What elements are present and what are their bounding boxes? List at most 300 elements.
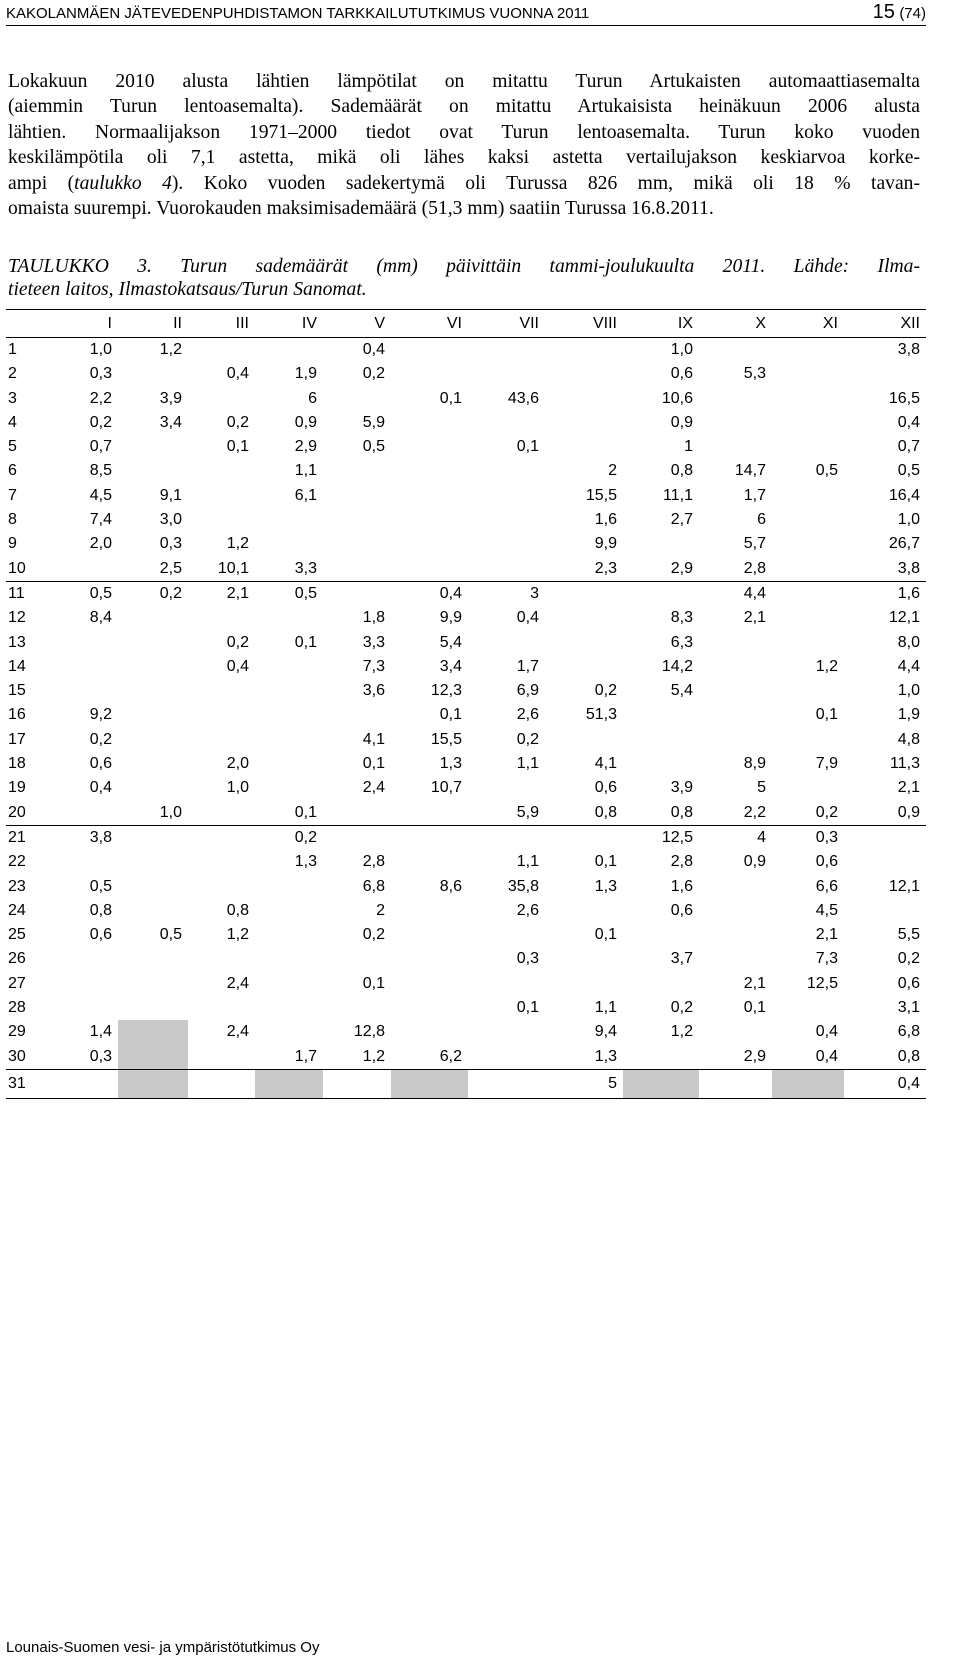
rainfall-cell: 0,1 xyxy=(255,801,323,826)
rainfall-cell: 0,5 xyxy=(362,438,385,456)
rainfall-cell xyxy=(545,728,623,752)
rainfall-cell xyxy=(772,484,844,508)
rainfall-cell: 3,3 xyxy=(255,557,323,582)
rainfall-cell: 1,2 xyxy=(362,1047,385,1065)
rainfall-cell: 0,4 xyxy=(897,413,920,431)
rainfall-cell: 2,4 xyxy=(226,974,249,992)
day-number-cell: 14 xyxy=(8,657,26,675)
rainfall-cell: 2,4 xyxy=(226,1023,249,1041)
rainfall-cell xyxy=(188,875,255,899)
rainfall-cell xyxy=(68,801,118,826)
rainfall-cell xyxy=(772,338,844,363)
column-header-jan: I xyxy=(68,310,118,338)
rainfall-cell: 1,8 xyxy=(362,609,385,627)
rainfall-cell: 0,4 xyxy=(844,1069,926,1098)
rainfall-cell xyxy=(68,1069,118,1098)
rainfall-cell: 7,3 xyxy=(362,657,385,675)
rainfall-cell xyxy=(772,728,844,752)
day-number-cell: 4 xyxy=(8,413,17,431)
rainfall-cell xyxy=(772,411,844,435)
rainfall-cell: 0,2 xyxy=(226,633,249,651)
rainfall-cell: 12,1 xyxy=(888,609,920,627)
rainfall-cell: 1,2 xyxy=(815,657,838,675)
rainfall-cell xyxy=(391,557,468,582)
table-row xyxy=(6,703,926,727)
rainfall-cell xyxy=(699,728,772,752)
rainfall-cell: 4,5 xyxy=(89,486,112,504)
rainfall-cell xyxy=(545,581,623,606)
rainfall-cell xyxy=(255,923,323,947)
rainfall-cell: 1,3 xyxy=(594,877,617,895)
rainfall-cell: 0,2 xyxy=(670,999,693,1017)
rainfall-cell: 8,6 xyxy=(439,877,462,895)
rainfall-cell: 0,9 xyxy=(743,853,766,871)
rainfall-cell xyxy=(188,825,255,850)
rainfall-cell: 0,2 xyxy=(159,584,182,602)
column-header-nov: XI xyxy=(772,310,844,338)
rainfall-cell xyxy=(323,1069,391,1098)
rainfall-cell: 0,4 xyxy=(89,779,112,797)
rainfall-cell xyxy=(118,703,188,727)
rainfall-cell xyxy=(772,679,844,703)
rainfall-cell: 11,3 xyxy=(890,755,920,773)
rainfall-cell: 5,4 xyxy=(439,633,462,651)
rainfall-cell xyxy=(188,508,255,532)
day-number-cell: 10 xyxy=(6,557,68,582)
rainfall-cell: 6 xyxy=(308,389,317,407)
table-row xyxy=(6,631,926,655)
table-row xyxy=(6,728,926,752)
rainfall-cell: 9,1 xyxy=(159,486,182,504)
rainfall-cell: 0,8 xyxy=(226,901,249,919)
rainfall-cell xyxy=(255,776,323,800)
day-number-cell: 16 xyxy=(8,706,26,724)
rainfall-cell xyxy=(699,411,772,435)
rainfall-cell: 2,6 xyxy=(516,706,539,724)
rainfall-cell: 5,4 xyxy=(670,682,693,700)
table-row xyxy=(6,532,926,556)
rainfall-cell xyxy=(468,362,545,386)
rainfall-cell: 11,1 xyxy=(663,486,693,504)
rainfall-cell: 0,1 xyxy=(294,633,317,651)
rainfall-cell: 9,2 xyxy=(89,706,112,724)
rainfall-cell: 2,1 xyxy=(743,974,766,992)
rainfall-cell: 0,6 xyxy=(594,779,617,797)
rainfall-cell: 6,3 xyxy=(670,633,693,651)
rainfall-cell: 3,4 xyxy=(159,413,182,431)
table-row xyxy=(6,923,926,947)
rainfall-cell xyxy=(391,532,468,556)
rainfall-cell xyxy=(545,972,623,996)
rainfall-cell xyxy=(699,1069,772,1098)
rainfall-cell xyxy=(545,411,623,435)
rainfall-cell: 0,2 xyxy=(89,730,112,748)
rainfall-cell xyxy=(255,703,323,727)
day-number-cell: 18 xyxy=(8,755,26,773)
table-row xyxy=(6,484,926,508)
page-number-current: 15 xyxy=(872,1,895,23)
rainfall-cell xyxy=(699,387,772,411)
rainfall-cell: 2 xyxy=(608,462,617,480)
rainfall-cell xyxy=(844,362,926,386)
rainfall-cell xyxy=(699,1020,772,1044)
rainfall-cell xyxy=(623,923,699,947)
body-text-fragment: ampi ( xyxy=(8,172,75,194)
column-header-feb: II xyxy=(118,310,188,338)
rainfall-cell xyxy=(844,825,926,850)
rainfall-cell xyxy=(118,655,188,679)
rainfall-cell xyxy=(545,387,623,411)
column-header-mar: III xyxy=(188,310,255,338)
day-number-cell: 29 xyxy=(8,1023,26,1041)
rainfall-cell: 10,1 xyxy=(188,557,255,582)
day-number-cell: 9 xyxy=(8,535,17,553)
table-row xyxy=(6,996,926,1020)
rainfall-cell xyxy=(468,459,545,483)
rainfall-cell xyxy=(188,387,255,411)
nonexistent-date-cell xyxy=(255,1069,323,1098)
rainfall-cell xyxy=(255,532,323,556)
rainfall-cell: 8,9 xyxy=(743,755,766,773)
rainfall-cell: 4,8 xyxy=(897,730,920,748)
rainfall-cell: 1,0 xyxy=(118,801,188,826)
rainfall-cell xyxy=(468,1045,545,1070)
rainfall-cell: 4,4 xyxy=(897,657,920,675)
rainfall-cell xyxy=(391,972,468,996)
rainfall-cell: 1,3 xyxy=(294,853,317,871)
rainfall-cell xyxy=(699,679,772,703)
rainfall-cell: 0,6 xyxy=(815,853,838,871)
day-number-cell: 24 xyxy=(8,901,26,919)
rainfall-cell: 0,4 xyxy=(439,584,462,602)
day-number-cell: 31 xyxy=(6,1069,68,1098)
rainfall-cell: 51,3 xyxy=(585,706,617,724)
rainfall-cell: 2,5 xyxy=(118,557,188,582)
rainfall-cell: 6,1 xyxy=(294,486,317,504)
rainfall-cell: 0,2 xyxy=(294,828,317,846)
rainfall-cell: 0,1 xyxy=(226,438,249,456)
rainfall-cell xyxy=(323,581,391,606)
rainfall-cell: 0,4 xyxy=(226,657,249,675)
rainfall-cell: 0,5 xyxy=(815,462,838,480)
rainfall-cell: 3,4 xyxy=(439,657,462,675)
rainfall-cell xyxy=(188,1069,255,1098)
day-number-cell: 30 xyxy=(8,1047,26,1065)
day-number-cell: 13 xyxy=(8,633,26,651)
rainfall-cell: 0,4 xyxy=(226,365,249,383)
day-number-cell: 19 xyxy=(8,779,26,797)
rainfall-cell xyxy=(699,338,772,363)
rainfall-cell: 35,8 xyxy=(507,877,539,895)
rainfall-cell: 3,9 xyxy=(159,389,182,407)
rainfall-cell: 2,0 xyxy=(89,535,112,553)
rainfall-cell xyxy=(468,338,545,363)
rainfall-cell: 0,3 xyxy=(516,950,539,968)
rainfall-cell: 12,3 xyxy=(430,682,462,700)
rainfall-cell xyxy=(118,752,188,776)
day-number-cell: 27 xyxy=(8,974,26,992)
rainfall-table-container xyxy=(6,309,926,1099)
rainfall-cell xyxy=(323,484,391,508)
rainfall-cell: 1,0 xyxy=(897,511,920,529)
rainfall-cell: 2,1 xyxy=(897,779,920,797)
rainfall-cell: 0,3 xyxy=(815,828,838,846)
rainfall-cell xyxy=(391,338,468,363)
day-number-cell: 15 xyxy=(8,682,26,700)
rainfall-cell xyxy=(468,825,545,850)
body-line: Lokakuun 2010 alusta lähtien lämpötilat on mitattu Turun Artukaisten automaattiasemalta xyxy=(8,71,920,92)
day-number-cell: 28 xyxy=(8,999,26,1017)
rainfall-cell: 3,6 xyxy=(362,682,385,700)
rainfall-cell: 0,1 xyxy=(516,999,539,1017)
rainfall-cell xyxy=(188,947,255,971)
day-number-cell: 11 xyxy=(8,584,25,602)
rainfall-cell: 2,8 xyxy=(670,853,693,871)
rainfall-cell xyxy=(699,875,772,899)
table-row xyxy=(6,508,926,532)
rainfall-cell xyxy=(255,655,323,679)
rainfall-cell: 1,7 xyxy=(743,486,766,504)
rainfall-cell: 0,9 xyxy=(844,801,926,826)
rainfall-cell xyxy=(255,338,323,363)
day-number-cell: 20 xyxy=(6,801,68,826)
rainfall-cell: 0,6 xyxy=(897,974,920,992)
rainfall-cell: 2,0 xyxy=(226,755,249,773)
rainfall-cell: 0,6 xyxy=(670,901,693,919)
day-number-cell: 23 xyxy=(8,877,26,895)
rainfall-cell xyxy=(188,850,255,874)
rainfall-cell: 1,1 xyxy=(516,853,539,871)
rainfall-cell xyxy=(699,435,772,459)
rainfall-cell: 2,1 xyxy=(226,584,249,602)
rainfall-cell xyxy=(118,679,188,703)
rainfall-cell xyxy=(255,1020,323,1044)
rainfall-cell: 0,4 xyxy=(815,1047,838,1065)
rainfall-cell: 2,9 xyxy=(623,557,699,582)
rainfall-cell: 0,4 xyxy=(815,1023,838,1041)
rainfall-cell: 5,7 xyxy=(743,535,766,553)
rainfall-cell: 1,6 xyxy=(897,584,920,602)
rainfall-cell xyxy=(772,532,844,556)
rainfall-cell: 0,4 xyxy=(362,341,385,358)
rainfall-cell: 8,3 xyxy=(670,609,693,627)
rainfall-cell: 0,9 xyxy=(670,413,693,431)
rainfall-cell: 0,2 xyxy=(772,801,844,826)
rainfall-cell xyxy=(323,996,391,1020)
rainfall-cell: 3,3 xyxy=(362,633,385,651)
rainfall-cell xyxy=(323,459,391,483)
rainfall-cell xyxy=(699,655,772,679)
rainfall-cell: 6 xyxy=(757,511,766,529)
rainfall-cell xyxy=(468,631,545,655)
rainfall-cell: 2,3 xyxy=(545,557,623,582)
rainfall-cell: 1,1 xyxy=(516,755,539,773)
rainfall-cell: 4,1 xyxy=(594,755,617,773)
rainfall-cell xyxy=(468,923,545,947)
rainfall-cell xyxy=(68,631,118,655)
rainfall-cell: 0,6 xyxy=(89,755,112,773)
rainfall-cell xyxy=(255,728,323,752)
rainfall-cell xyxy=(391,947,468,971)
rainfall-cell: 12,1 xyxy=(888,877,920,895)
rainfall-cell: 3,8 xyxy=(897,341,920,358)
rainfall-cell: 1,0 xyxy=(226,779,249,797)
rainfall-cell xyxy=(118,728,188,752)
rainfall-cell: 14,7 xyxy=(734,462,766,480)
table-reference[interactable]: taulukko 4 xyxy=(74,172,172,194)
rainfall-cell: 3,0 xyxy=(159,511,182,529)
rainfall-cell: 0,7 xyxy=(897,438,920,456)
rainfall-cell: 4,1 xyxy=(362,730,385,748)
table-row xyxy=(6,338,926,363)
column-header-dec: XII xyxy=(844,310,926,338)
rainfall-cell xyxy=(545,435,623,459)
rainfall-cell xyxy=(68,557,118,582)
rainfall-cell: 7,3 xyxy=(815,950,838,968)
rainfall-cell: 2,8 xyxy=(362,853,385,871)
table-row xyxy=(6,752,926,776)
rainfall-cell xyxy=(699,923,772,947)
rainfall-cell: 0,1 xyxy=(439,706,462,724)
rainfall-cell xyxy=(545,606,623,630)
rainfall-cell: 9,9 xyxy=(439,609,462,627)
column-header-may: V xyxy=(323,310,391,338)
rainfall-cell xyxy=(255,606,323,630)
rainfall-cell: 12,5 xyxy=(661,828,693,846)
rainfall-cell: 0,2 xyxy=(516,730,539,748)
rainfall-cell xyxy=(323,508,391,532)
rainfall-cell xyxy=(391,923,468,947)
rainfall-cell xyxy=(188,338,255,363)
rainfall-cell xyxy=(772,362,844,386)
rainfall-cell: 2,4 xyxy=(362,779,385,797)
rainfall-cell xyxy=(118,947,188,971)
rainfall-cell: 1,2 xyxy=(670,1023,693,1041)
table-row xyxy=(6,801,926,826)
rainfall-cell: 0,2 xyxy=(594,682,617,700)
rainfall-cell xyxy=(772,557,844,582)
rainfall-cell: 3,7 xyxy=(670,950,693,968)
rainfall-cell: 2,9 xyxy=(743,1047,766,1065)
rainfall-cell: 1,6 xyxy=(594,511,617,529)
rainfall-cell xyxy=(623,752,699,776)
rainfall-cell: 7,4 xyxy=(89,511,112,529)
rainfall-cell: 3 xyxy=(530,584,539,602)
rainfall-cell: 0,2 xyxy=(226,413,249,431)
day-number-cell: 5 xyxy=(8,438,17,456)
rainfall-cell: 4,5 xyxy=(815,901,838,919)
nonexistent-date-cell xyxy=(118,1045,188,1070)
rainfall-cell xyxy=(391,508,468,532)
rainfall-cell xyxy=(391,484,468,508)
table-body xyxy=(6,338,926,1099)
rainfall-cell: 0,1 xyxy=(815,706,838,724)
rainfall-cell: 3,8 xyxy=(844,557,926,582)
rainfall-cell: 6,8 xyxy=(897,1023,920,1041)
rainfall-cell xyxy=(391,362,468,386)
rainfall-cell xyxy=(391,899,468,923)
report-title: KAKOLANMÄEN JÄTEVEDENPUHDISTAMON TARKKAILUTUTKIMUS VUONNA 2011 xyxy=(6,5,590,22)
rainfall-cell xyxy=(468,1069,545,1098)
rainfall-cell xyxy=(699,631,772,655)
rainfall-cell xyxy=(118,899,188,923)
rainfall-cell xyxy=(468,972,545,996)
rainfall-cell: 1,0 xyxy=(897,682,920,700)
rainfall-cell xyxy=(545,655,623,679)
nonexistent-date-cell xyxy=(118,1069,188,1098)
rainfall-cell: 1,1 xyxy=(594,999,617,1017)
rainfall-cell: 2,1 xyxy=(815,926,838,944)
body-paragraph xyxy=(8,69,920,221)
rainfall-cell: 5,5 xyxy=(897,926,920,944)
day-number-cell: 7 xyxy=(8,486,17,504)
rainfall-cell xyxy=(68,850,118,874)
column-header-jul: VII xyxy=(468,310,545,338)
rainfall-cell xyxy=(255,679,323,703)
rainfall-cell xyxy=(255,899,323,923)
rainfall-cell: 6,8 xyxy=(362,877,385,895)
rainfall-cell: 0,2 xyxy=(89,413,112,431)
table-row xyxy=(6,776,926,800)
rainfall-cell: 0,4 xyxy=(516,609,539,627)
nonexistent-date-cell xyxy=(772,1069,844,1098)
table-row xyxy=(6,1069,926,1098)
rainfall-cell: 0,2 xyxy=(362,926,385,944)
rainfall-cell: 0,2 xyxy=(897,950,920,968)
rainfall-cell: 3,9 xyxy=(670,779,693,797)
rainfall-cell xyxy=(545,338,623,363)
rainfall-cell xyxy=(118,435,188,459)
rainfall-cell: 2,8 xyxy=(699,557,772,582)
rainfall-cell: 0,1 xyxy=(594,853,617,871)
body-line: keskilämpötila oli 7,1 astetta, mikä oli lähes kaksi astetta vertailujakson keskiarvoa korke- xyxy=(8,147,920,169)
table-row xyxy=(6,557,926,582)
rainfall-cell xyxy=(391,435,468,459)
rainfall-cell xyxy=(623,728,699,752)
rainfall-cell xyxy=(772,776,844,800)
day-number-cell: 6 xyxy=(8,462,17,480)
rainfall-cell xyxy=(623,581,699,606)
rainfall-cell: 5,9 xyxy=(362,413,385,431)
rainfall-cell: 0,1 xyxy=(743,999,766,1017)
day-number-cell: 25 xyxy=(8,926,26,944)
table-row xyxy=(6,362,926,386)
daily-rainfall-table xyxy=(6,309,926,1099)
table-row xyxy=(6,850,926,874)
table-row xyxy=(6,825,926,850)
rainfall-cell: 6,6 xyxy=(815,877,838,895)
rainfall-cell: 1,0 xyxy=(670,341,693,358)
rainfall-cell xyxy=(772,435,844,459)
rainfall-cell xyxy=(699,899,772,923)
table-row xyxy=(6,581,926,606)
rainfall-cell xyxy=(468,484,545,508)
rainfall-cell xyxy=(118,362,188,386)
rainfall-cell: 1,3 xyxy=(594,1047,617,1065)
footer-company: Lounais-Suomen vesi- ja ympäristötutkimus Oy xyxy=(6,1639,320,1656)
nonexistent-date-cell xyxy=(623,1069,699,1098)
rainfall-cell: 16,5 xyxy=(888,389,920,407)
rainfall-cell xyxy=(468,411,545,435)
rainfall-cell xyxy=(188,1045,255,1070)
page-number xyxy=(873,1,926,24)
rainfall-cell xyxy=(323,532,391,556)
rainfall-cell xyxy=(118,631,188,655)
column-header-oct: X xyxy=(699,310,772,338)
rainfall-cell xyxy=(255,875,323,899)
rainfall-cell: 2,7 xyxy=(670,511,693,529)
rainfall-cell xyxy=(68,972,118,996)
